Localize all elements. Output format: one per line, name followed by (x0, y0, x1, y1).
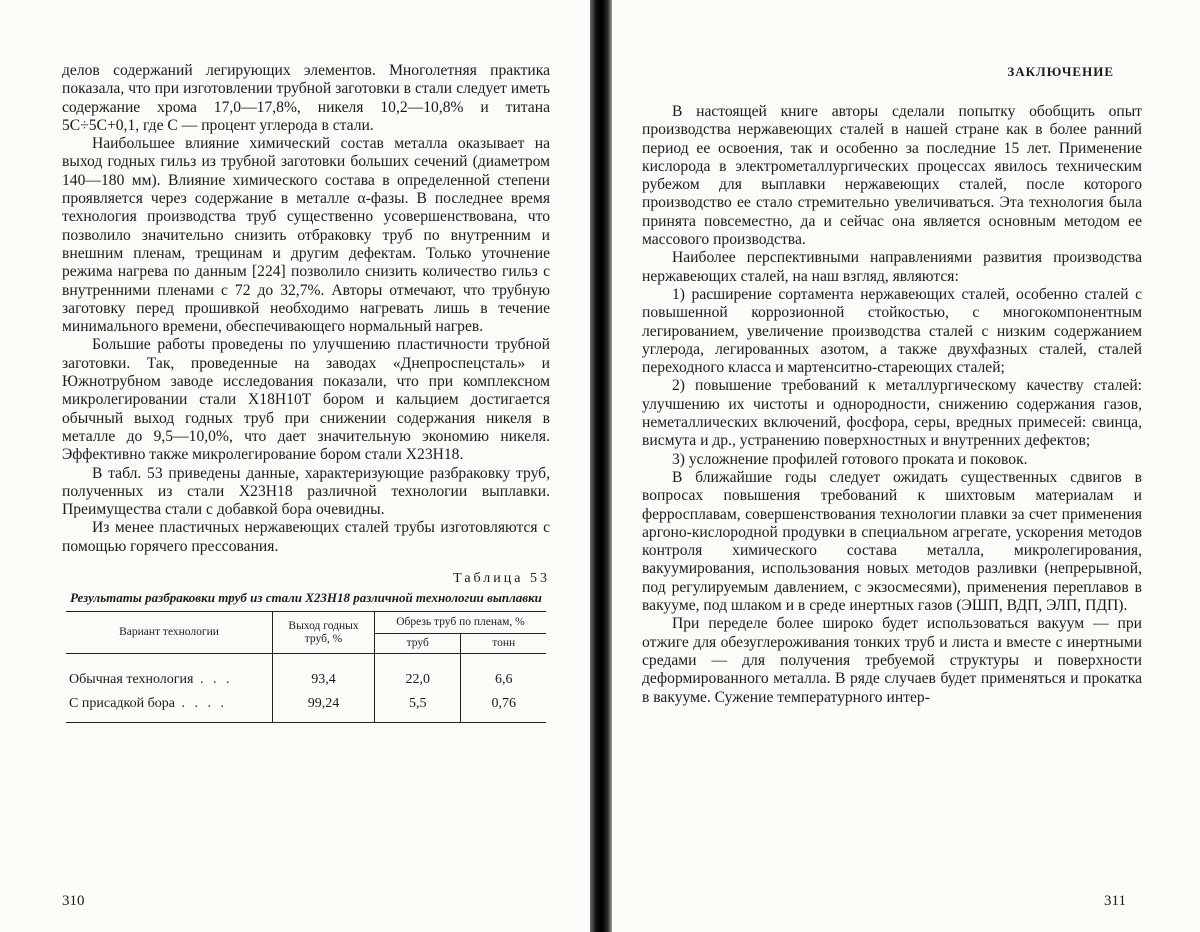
table-number: Таблица 53 (453, 571, 550, 587)
page-number-right: 311 (1104, 893, 1126, 909)
paragraph: В настоящей книге авторы сделали попытку обобщить опыт производства нержавеющих сталей в нашей стране как в более ранний период ее освоения, так и особенно за последние 15 лет. Применение кислорода в электрометаллургических процессах явилось техническим рубежом для выплавки нержавеющих сталей, после которого производство ее стало стремительно увеличиваться. Эта технология была принята повсеместно, да и сейчас она является основным методом ее массового производства. (642, 103, 1142, 249)
results-table (66, 611, 546, 723)
row-tons: 6,6 (461, 654, 546, 693)
paragraph: Из менее пластичных нержавеющих сталей трубы изготовляются с помощью горячего прессования. (62, 519, 550, 555)
table-row (66, 654, 546, 693)
page-number-left: 310 (62, 893, 85, 909)
section-header: ЗАКЛЮЧЕНИЕ (1007, 64, 1114, 79)
row-variant: Обычная технология (69, 672, 194, 688)
header-yield: Выход годных труб, % (273, 612, 375, 654)
left-page (0, 0, 590, 932)
list-item: 3) усложнение профилей готового проката и поковок. (672, 450, 1028, 468)
header-variant: Вариант технологии (66, 612, 273, 654)
table-header-row (66, 612, 546, 634)
list-item: 1) расширение сортамента нержавеющих сталей, особенно сталей с повышенной коррозионной стойкостью, с многокомпонентным легированием, увеличение производства сталей с низким содержанием углерода, легированных азотом, а также двухфазных сталей, сталей переходного класса и мартенситно-стареющих сталей; (642, 285, 1142, 377)
paragraph: В ближайшие годы следует ожидать существенных сдвигов в вопросах повышения требований к шихтовым материалам и ферросплавам, совершенствования технологии плавки за счет применения аргоно-кислородной продувки в специальном агрегате, ускорения методов контроля химического состава металла, микролегирования, вакуумирования, использования новых методов разливки (непрерывной, под регулируемым давлением, с экзосмесями), применения переплавов в вакууме, под шлаком и в среде инертных газов (ЭШП, ВДП, ЭЛП, ПДП). (642, 468, 1142, 615)
left-text-column (62, 62, 550, 723)
header-scrap-group: Обрезь труб по пленам, % (375, 612, 547, 634)
row-yield: 93,4 (273, 654, 375, 693)
right-page (612, 0, 1200, 932)
list-item: 2) повышение требований к металлургическому качеству сталей: улучшению их чистоты и однородности, снижению содержания газов, неметаллических включений, фосфора, серы, вредных примесей: свинца, висмута и др., устранению поверхностных и внутренних дефектов; (642, 377, 1142, 450)
table-caption: Результаты разбраковки труб из стали Х23Н18 различной технологии выплавки (70, 590, 542, 606)
row-variant: С присадкой бора (69, 696, 175, 712)
row-pipes: 22,0 (375, 654, 461, 693)
paragraph: Наиболее перспективными направлениями развития производства нержавеющих сталей, на наш взгляд, являются: (642, 249, 1142, 285)
row-tons: 0,76 (461, 692, 546, 723)
paragraph: делов содержаний легирующих элементов. Многолетняя практика показала, что при изготовлении трубной заготовки в стали следует иметь содержание хрома 17,0—17,8%, никеля 10,2—10,8% и титана 5С÷5С+0,1, где С — процент углерода в стали. (62, 62, 550, 134)
paragraph: При переделе более широко будет использоваться вакуум — при отжиге для обезуглероживания тонких труб и листа и вместе с инертными средами — для получения требуемой структуры и поверхности деформированного металла. В ряде случаев будет применяться и прокатка в вакууме. Сужение температурного интер- (642, 615, 1142, 706)
paragraph: Большие работы проведены по улучшению пластичности трубной заготовки. Так, проведенные на заводах «Днепроспецсталь» и Южнотрубном заводе исследования показали, что при комплексном микролегировании стали Х18Н10Т бором и кальцием достигается обычный выход годных труб при снижении содержания никеля в металле до 9,5—10,0%, что дает значительную экономию никеля. Эффективно также микролегирование бором стали Х23Н18. (62, 336, 550, 464)
table-row (66, 692, 546, 723)
leader-dots: . . . . (174, 696, 227, 712)
book-spine-gutter (590, 0, 612, 932)
header-scrap-tons: тонн (461, 634, 546, 654)
leader-dots: . . . (193, 672, 233, 688)
right-text-column (642, 103, 1142, 707)
header-scrap-pipes: труб (375, 634, 461, 654)
row-yield: 99,24 (273, 692, 375, 723)
paragraph: Наибольшее влияние химический состав металла оказывает на выход годных гильз из трубной заготовки больших сечений (диаметром 140—180 мм). Влияние химического состава в определенной степени проявляется через содержание в металле α-фазы. В последнее время технология производства труб существенно усовершенствована, что позволило значительно снизить отбраковку труб по внутренним и внешним пленам, трещинам и другим дефектам. Только уточнение режима нагрева по данным [224] позволило снизить количество гильз с внутренними пленами с 72 до 32,7%. Авторы отмечают, что трубную заготовку перед прошивкой необходимо нагревать лишь в течение минимального времени, обеспечивающего нормальный нагрев. (62, 135, 550, 336)
row-pipes: 5,5 (375, 692, 461, 723)
paragraph: В табл. 53 приведены данные, характеризующие разбраковку труб, полученных из стали Х23Н18 различной технологии выплавки. Преимущества стали с добавкой бора очевидны. (62, 464, 550, 519)
